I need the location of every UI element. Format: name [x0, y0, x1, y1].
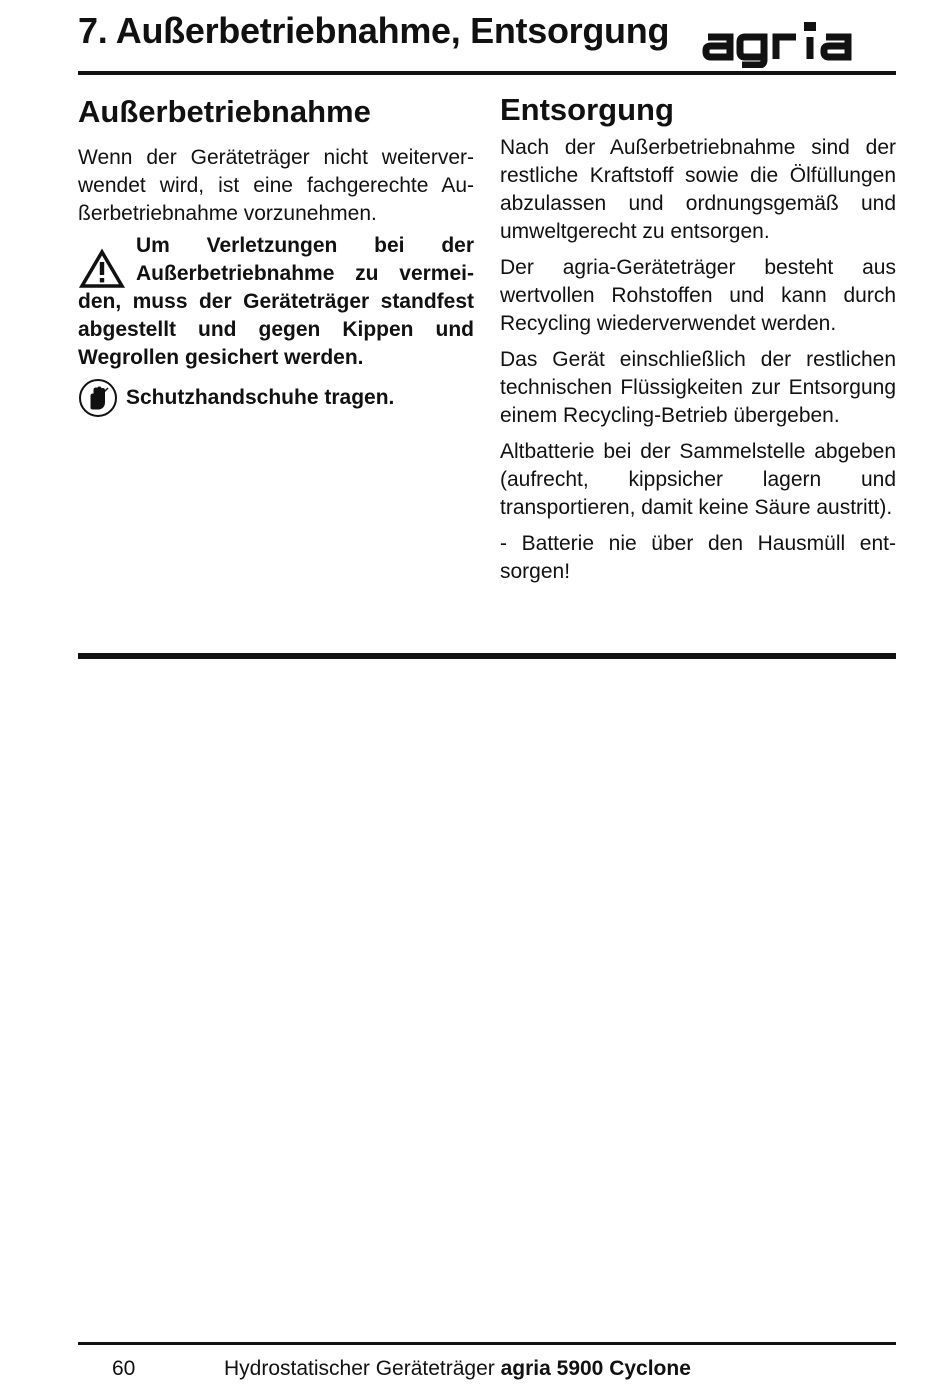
warning-text: Um Verletzungen bei der Außerbetriebnahme zu vermeiden, muss der Geräteträger standfest abgestellt und gegen Kippen und Wegrollen gesichert werden.: [78, 234, 474, 369]
disposal-paragraph: Nach der Außerbetriebnahme sind der restliche Kraftstoff sowie die Ölfüllungen abzulassen und ordnungsgemäß und umweltgerecht zu entsorgen.: [500, 136, 896, 243]
footer-product-line: [224, 1355, 691, 1383]
glove-text: Schutzhandschuhe tragen.: [126, 386, 395, 409]
left-column: [78, 88, 474, 418]
agria-logo: [700, 10, 872, 68]
disposal-paragraph: Der agria-Geräteträger besteht aus wertvollen Rohstoffen und kann durch Recycling wiederverwendet werden.: [500, 256, 896, 335]
footer-product-name: agria 5900 Cyclone: [500, 1357, 691, 1380]
footer-rule: [78, 1342, 896, 1345]
section-heading-decommissioning: Außerbetriebnahme: [78, 94, 371, 129]
protective-gloves-icon: [78, 378, 118, 418]
header-rule: [78, 71, 896, 75]
warning-triangle-icon: [78, 232, 126, 288]
decommissioning-intro: Wenn der Geräteträger nicht weiterverwendet wird, ist eine fachgerechte Außerbetriebnahme vorzunehmen.: [78, 146, 474, 225]
glove-note: [78, 378, 474, 418]
warning-note: [78, 232, 474, 372]
disposal-paragraph: Altbatterie bei der Sammelstelle abgeben (aufrecht, kippsicher lagern und transportieren, damit keine Säure austritt).: [500, 440, 896, 519]
disposal-paragraph: Das Gerät einschließlich der restlichen technischen Flüssigkeiten zur Entsorgung einem Recycling-Betrieb übergeben.: [500, 348, 896, 427]
right-column: [500, 88, 896, 594]
section-end-rule: [78, 653, 896, 659]
page-number: 60: [112, 1357, 136, 1380]
disposal-paragraph: - Batterie nie über den Hausmüll entsorgen!: [500, 532, 896, 583]
section-heading-disposal: Entsorgung: [500, 92, 674, 127]
footer-prefix: Hydrostatischer Geräteträger: [224, 1357, 501, 1380]
page-title: 7. Außerbetriebnahme, Entsorgung: [78, 10, 670, 51]
